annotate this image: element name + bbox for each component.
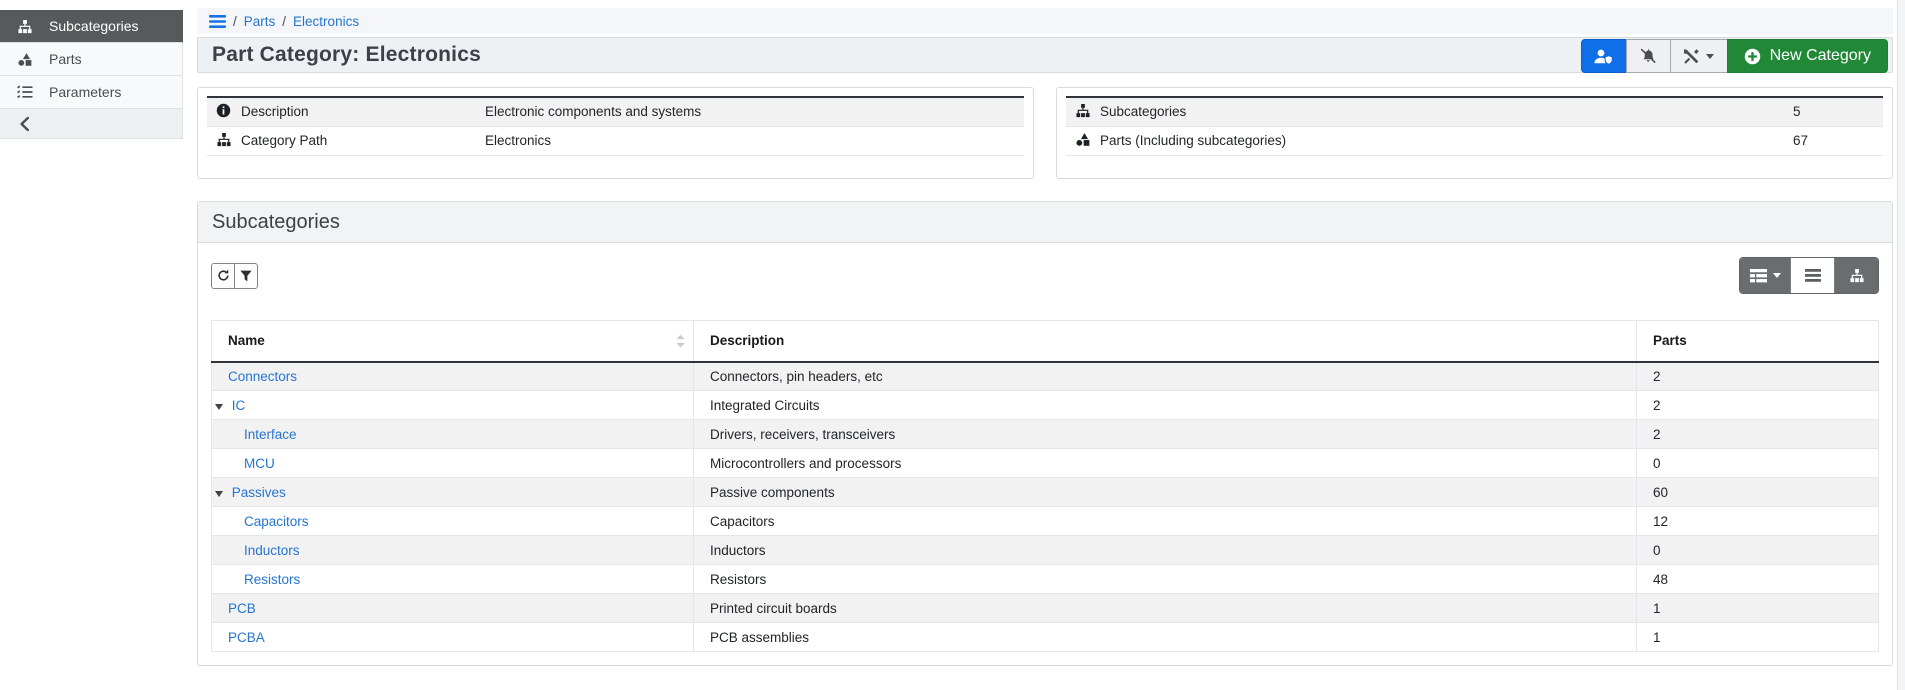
sort-icon	[676, 334, 685, 347]
menu-button[interactable]	[209, 15, 226, 28]
plus-circle-icon	[1744, 48, 1761, 65]
table-view-dropdown-button[interactable]	[1740, 258, 1790, 293]
subcategories-table	[211, 320, 1879, 652]
bell-slash-icon	[1639, 48, 1657, 64]
description-cell: Integrated Circuits	[694, 391, 1637, 420]
category-link[interactable]: Passives	[231, 484, 286, 500]
category-link[interactable]: Resistors	[244, 571, 301, 587]
info-label: Subcategories	[1100, 97, 1793, 126]
name-cell	[212, 420, 694, 449]
breadcrumb-link-electronics[interactable]: Electronics	[293, 13, 360, 29]
user-permissions-button[interactable]	[1581, 39, 1627, 73]
table-row	[212, 478, 1879, 507]
info-row	[1066, 97, 1883, 126]
sidebar	[0, 10, 183, 139]
sidebar-item-label: Parameters	[49, 84, 122, 100]
table-row	[212, 623, 1879, 652]
sidebar-item-parts[interactable]	[0, 43, 183, 76]
name-cell	[212, 391, 694, 420]
breadcrumb	[197, 8, 1893, 34]
empty-row	[207, 155, 1024, 170]
info-row	[207, 126, 1024, 155]
details-panel	[197, 87, 1034, 179]
breadcrumb-separator: /	[282, 13, 287, 29]
parts-cell: 12	[1637, 507, 1879, 536]
sitemap-icon	[15, 19, 34, 34]
column-header-parts[interactable]: Parts	[1637, 321, 1879, 362]
sidebar-item-parameters[interactable]	[0, 76, 183, 109]
category-link[interactable]: MCU	[244, 455, 275, 471]
table-row	[212, 536, 1879, 565]
sitemap-icon	[216, 132, 232, 147]
info-value: Electronic components and systems	[485, 97, 1024, 126]
parts-cell: 48	[1637, 565, 1879, 594]
user-shield-icon	[1593, 48, 1614, 65]
subcategories-panel	[197, 201, 1893, 666]
tree-collapse-caret-icon[interactable]	[215, 491, 223, 497]
table-row	[212, 565, 1879, 594]
description-cell: Printed circuit boards	[694, 594, 1637, 623]
stats-panel	[1056, 87, 1893, 179]
table-row	[212, 507, 1879, 536]
parts-cell: 1	[1637, 594, 1879, 623]
breadcrumb-separator: /	[233, 13, 237, 29]
description-cell: Connectors, pin headers, etc	[694, 362, 1637, 391]
description-cell: Microcontrollers and processors	[694, 449, 1637, 478]
breadcrumb-link-parts[interactable]: Parts	[243, 13, 276, 29]
name-cell	[212, 536, 694, 565]
category-link[interactable]: Inductors	[244, 542, 300, 558]
column-header-name[interactable]: Name	[212, 321, 694, 362]
name-cell	[212, 362, 694, 391]
category-link[interactable]: Connectors	[228, 368, 298, 384]
description-cell: Passive components	[694, 478, 1637, 507]
subcategories-panel-title: Subcategories	[198, 202, 1892, 243]
info-value: Electronics	[485, 126, 1024, 155]
summary-panels	[197, 87, 1893, 179]
description-cell: Resistors	[694, 565, 1637, 594]
tools-dropdown-button[interactable]	[1670, 39, 1728, 73]
new-category-label: New Category	[1769, 47, 1871, 64]
table-row	[212, 362, 1879, 391]
view-switcher	[1739, 257, 1879, 294]
caret-down-icon	[1706, 54, 1714, 59]
filter-button[interactable]	[234, 263, 258, 289]
refresh-icon	[217, 269, 230, 282]
page-header	[197, 37, 1893, 73]
list-check-icon	[15, 85, 34, 99]
description-cell: Capacitors	[694, 507, 1637, 536]
parts-cell: 2	[1637, 420, 1879, 449]
hamburger-icon	[209, 15, 226, 28]
info-label: Parts (Including subcategories)	[1100, 126, 1793, 155]
chevron-left-icon	[15, 117, 34, 131]
grid-tools	[211, 263, 258, 289]
shapes-icon	[1075, 132, 1091, 147]
info-value: 67	[1793, 126, 1883, 155]
description-cell: PCB assemblies	[694, 623, 1637, 652]
parts-cell: 2	[1637, 391, 1879, 420]
subcategories-panel-body	[198, 243, 1892, 665]
name-cell	[212, 594, 694, 623]
sidebar-item-subcategories[interactable]	[0, 10, 183, 43]
header-actions	[1581, 38, 1888, 74]
vertical-scrollbar[interactable]	[1897, 0, 1905, 690]
sidebar-item-label: Subcategories	[49, 18, 139, 34]
parts-cell: 0	[1637, 536, 1879, 565]
caret-down-icon	[1773, 273, 1781, 278]
category-link[interactable]: PCB	[228, 600, 256, 616]
info-label: Description	[241, 97, 485, 126]
table-row	[212, 391, 1879, 420]
table-row	[212, 420, 1879, 449]
sitemap-icon	[1849, 268, 1865, 283]
sidebar-collapse-button[interactable]	[0, 109, 183, 139]
info-row	[1066, 126, 1883, 155]
category-link[interactable]: PCBA	[228, 629, 265, 645]
description-cell: Drivers, receivers, transceivers	[694, 420, 1637, 449]
name-cell	[212, 507, 694, 536]
empty-row	[1066, 155, 1883, 170]
category-link[interactable]: Interface	[244, 426, 297, 442]
new-category-button[interactable]	[1727, 39, 1888, 73]
filter-icon	[240, 270, 252, 282]
shapes-icon	[15, 52, 34, 67]
tools-icon	[1683, 48, 1700, 65]
name-cell	[212, 478, 694, 507]
list-view-button[interactable]	[1790, 258, 1834, 293]
table-toolbar	[211, 257, 1879, 294]
rows-icon	[1805, 269, 1821, 282]
category-link[interactable]: IC	[231, 397, 246, 413]
info-value: 5	[1793, 97, 1883, 126]
table-header-row	[212, 321, 1879, 362]
parts-cell: 1	[1637, 623, 1879, 652]
table-icon	[1750, 269, 1767, 283]
table-row	[212, 594, 1879, 623]
info-row	[207, 97, 1024, 126]
sidebar-items	[0, 10, 183, 109]
sidebar-item-label: Parts	[49, 51, 82, 67]
column-header-description[interactable]: Description	[694, 321, 1637, 362]
page-title: Part Category: Electronics	[212, 43, 481, 66]
info-circle-icon	[216, 103, 231, 118]
notifications-off-button[interactable]	[1626, 39, 1671, 73]
description-cell: Inductors	[694, 536, 1637, 565]
table-row	[212, 449, 1879, 478]
parts-cell: 60	[1637, 478, 1879, 507]
refresh-button[interactable]	[211, 263, 235, 289]
parts-cell: 0	[1637, 449, 1879, 478]
name-cell	[212, 623, 694, 652]
parts-cell: 2	[1637, 362, 1879, 391]
sitemap-icon	[1075, 103, 1091, 118]
category-link[interactable]: Capacitors	[244, 513, 309, 529]
name-cell	[212, 565, 694, 594]
main-content	[197, 0, 1893, 666]
info-label: Category Path	[241, 126, 485, 155]
tree-collapse-caret-icon[interactable]	[215, 404, 223, 410]
name-cell	[212, 449, 694, 478]
tree-view-button[interactable]	[1834, 258, 1878, 293]
